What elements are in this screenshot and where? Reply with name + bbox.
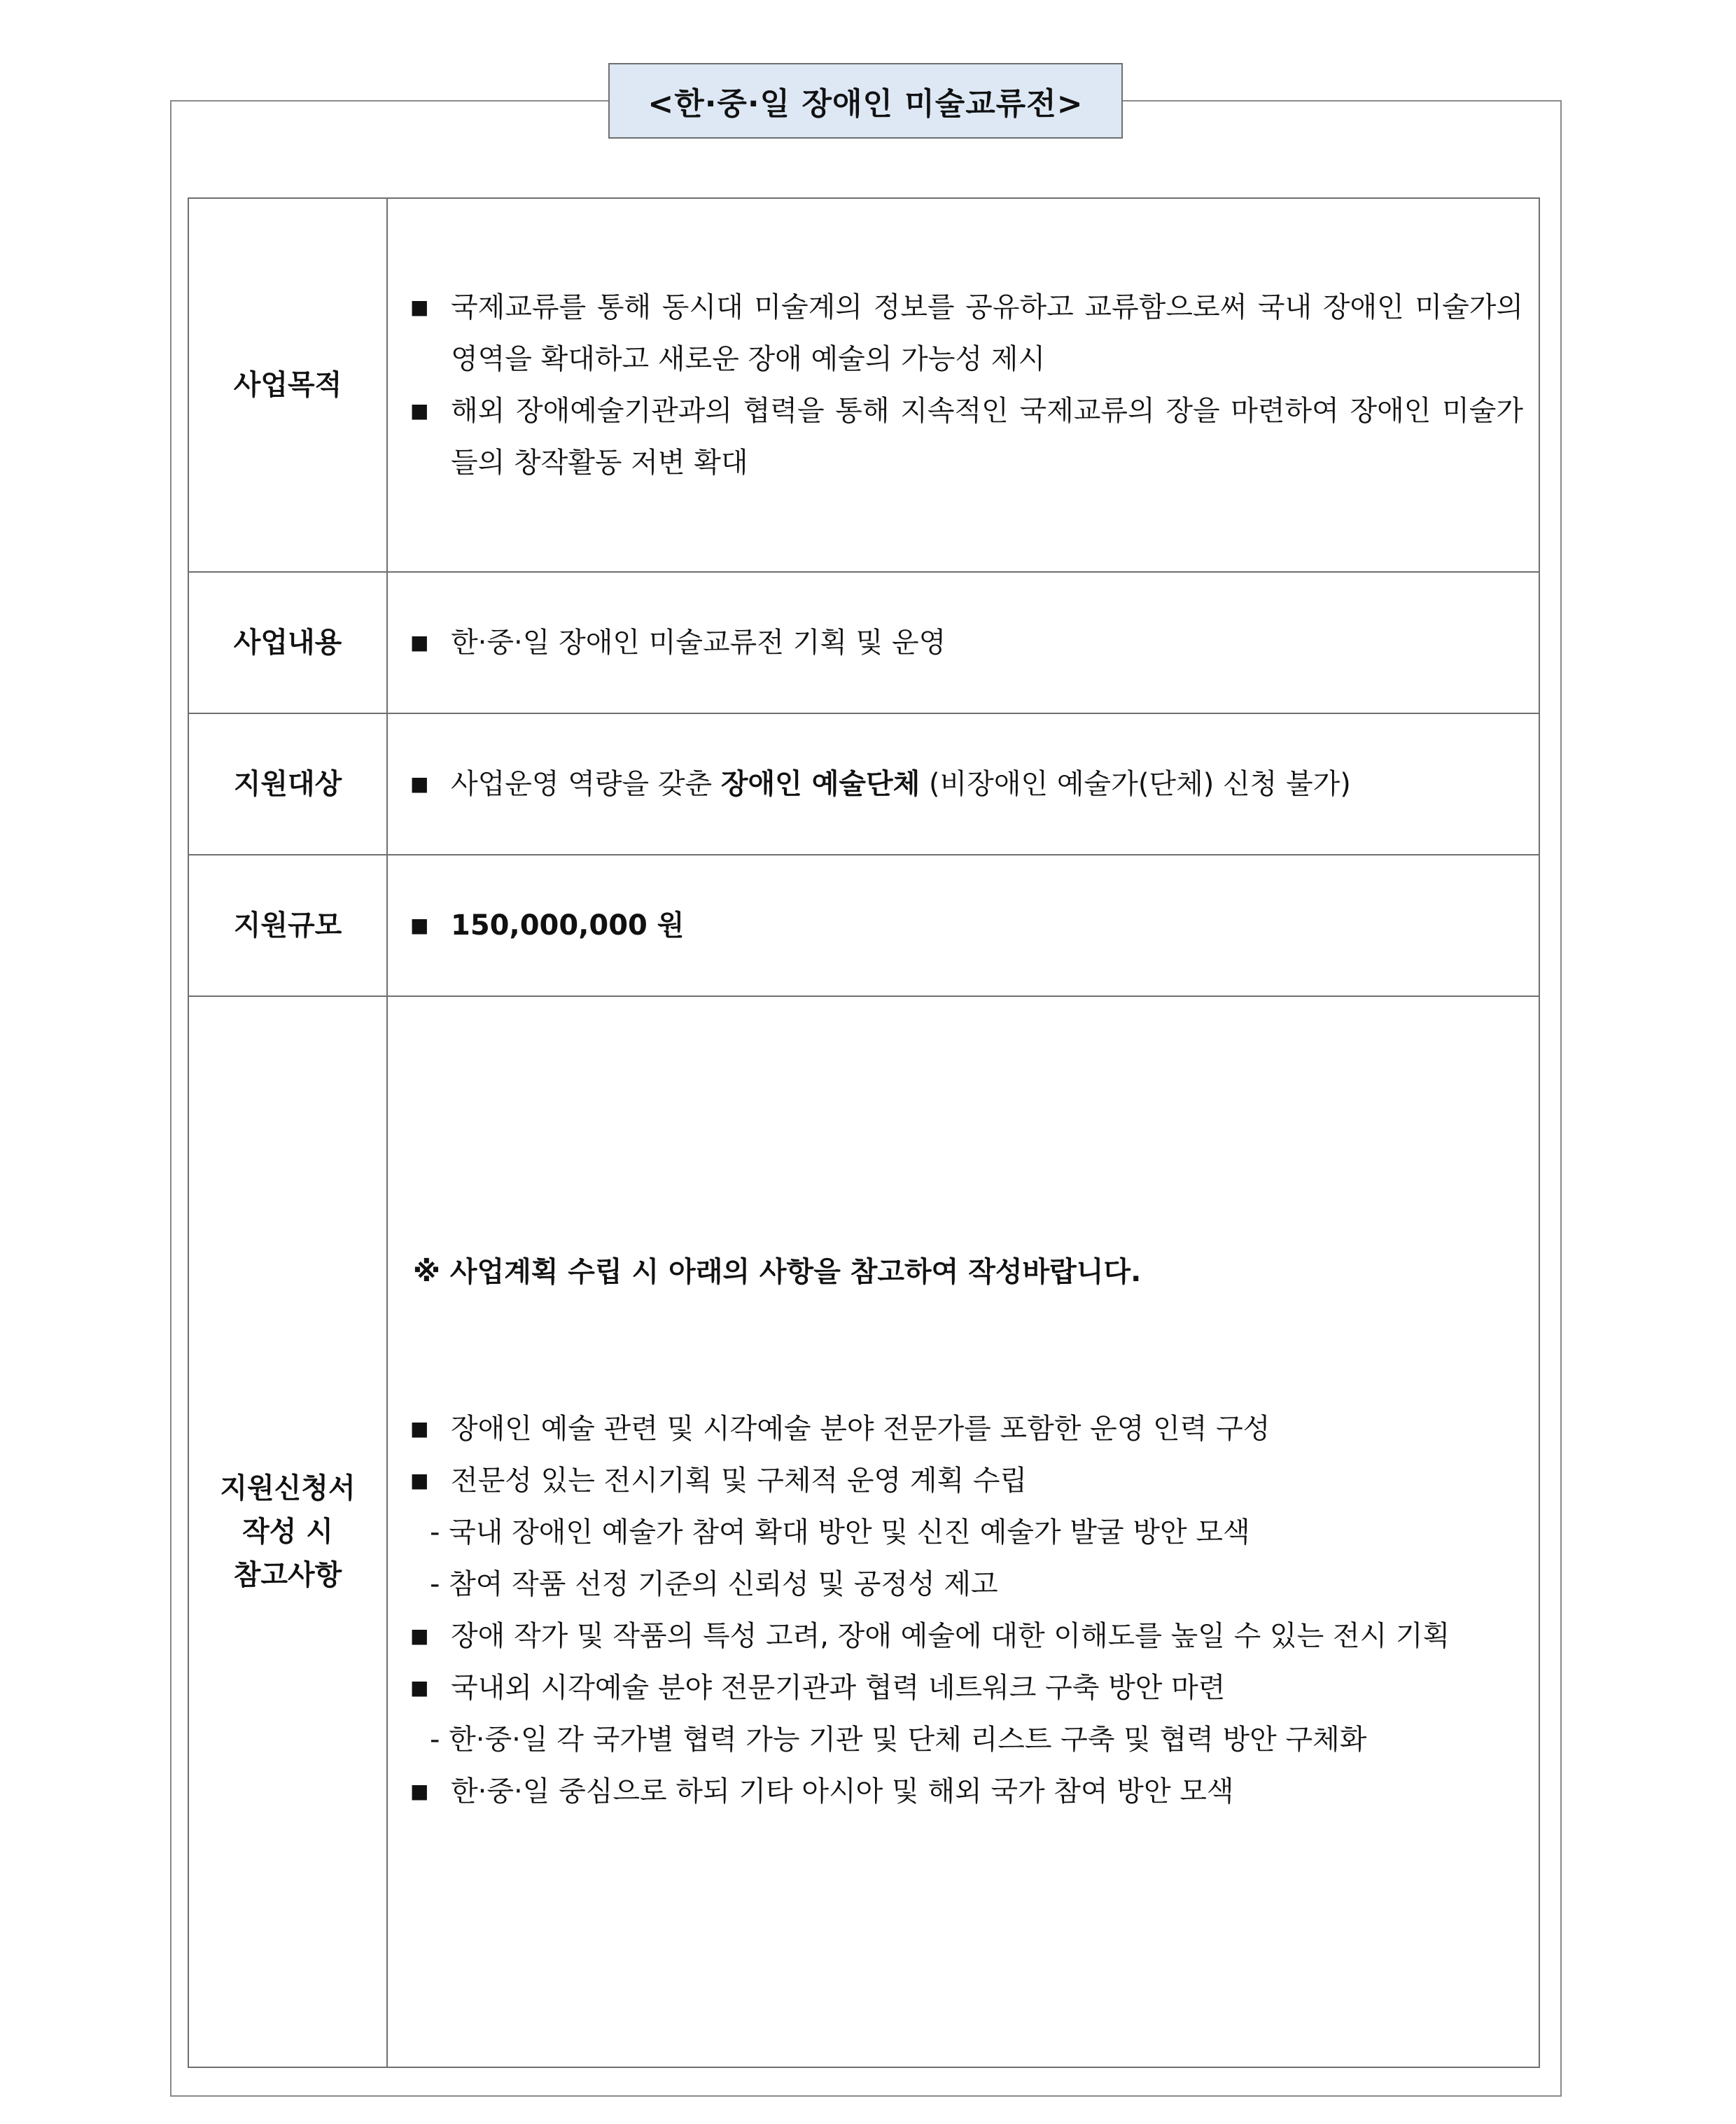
square-bullet-icon: ■	[410, 295, 429, 319]
square-bullet-icon: ■	[410, 631, 429, 654]
content-target	[387, 713, 1539, 855]
guide-note: ※ 사업계획 수립 시 아래의 사항을 참고하여 작성바랍니다.	[413, 1256, 1142, 1288]
content-content	[387, 572, 1539, 713]
bullet-text: 한·중·일 중심으로 하되 기타 아시아 및 해외 국가 참여 방안 모색	[451, 1775, 1234, 1808]
bullet-item	[409, 1403, 1523, 1455]
bullet-item	[409, 1455, 1523, 1507]
label-scale: 지원규모	[188, 855, 387, 996]
bullet-text: 한·중·일 장애인 미술교류전 기획 및 운영	[451, 627, 946, 659]
info-table	[188, 197, 1540, 2068]
content-purpose	[387, 198, 1539, 572]
bullet-text: 장애인 예술 관련 및 시각예술 분야 전문가를 포함한 운영 인력 구성	[451, 1413, 1270, 1445]
bullet-item	[409, 385, 1523, 489]
bullet-text: 장애 작가 및 작품의 특성 고려, 장애 예술에 대한 이해도를 높일 수 있는 전시 기획	[451, 1620, 1450, 1652]
row-target	[188, 713, 1539, 855]
bullet-item	[409, 1766, 1523, 1817]
label-target: 지원대상	[188, 713, 387, 855]
bullet-item	[409, 1610, 1523, 1662]
document-title: <한·중·일 장애인 미술교류전>	[608, 63, 1123, 139]
label-guide-line: 참고사항	[233, 1559, 342, 1591]
bullet-item	[409, 1662, 1523, 1714]
bullet-item	[409, 281, 1523, 385]
row-content	[188, 572, 1539, 713]
target-suffix: (비장애인 예술가(단체) 신청 불가)	[920, 768, 1351, 800]
square-bullet-icon: ■	[410, 1469, 429, 1492]
bullet-item	[409, 617, 1523, 669]
bullet-text: 국내외 시각예술 분야 전문기관과 협력 네트워크 구축 방안 마련	[451, 1672, 1226, 1704]
label-guide-line: 작성 시	[242, 1516, 333, 1548]
square-bullet-icon: ■	[410, 1676, 429, 1699]
label-purpose: 사업목적	[188, 198, 387, 572]
bullet-item	[409, 758, 1523, 810]
bullet-text: 전문성 있는 전시기획 및 구체적 운영 계획 수립	[451, 1465, 1028, 1497]
content-guide	[387, 996, 1539, 2067]
square-bullet-icon: ■	[410, 772, 429, 795]
sub-item: - 한·중·일 각 국가별 협력 가능 기관 및 단체 리스트 구축 및 협력 방안 구체화	[430, 1724, 1367, 1756]
square-bullet-icon: ■	[410, 914, 429, 937]
square-bullet-icon: ■	[410, 1780, 429, 1803]
budget-amount: 150,000,000 원	[451, 909, 685, 942]
bullet-text: 국제교류를 통해 동시대 미술계의 정보를 공유하고 교류함으로써 국내 장애인 미술가의 영역을 확대하고 새로운 장애 예술의 가능성 제시	[451, 291, 1523, 375]
row-scale	[188, 855, 1539, 996]
label-guide	[188, 996, 387, 2067]
target-highlight: 장애인 예술단체	[720, 768, 920, 800]
sub-item: - 국내 장애인 예술가 참여 확대 방안 및 신진 예술가 발굴 방안 모색	[430, 1516, 1250, 1549]
label-guide-line: 지원신청서	[220, 1472, 356, 1504]
square-bullet-icon: ■	[410, 1417, 429, 1440]
square-bullet-icon: ■	[410, 1624, 429, 1647]
bullet-text: 해외 장애예술기관과의 협력을 통해 지속적인 국제교류의 장을 마련하여 장애인 미술가들의 창작활동 저변 확대	[451, 395, 1523, 479]
target-prefix: 사업운영 역량을 갖춘	[451, 768, 721, 800]
row-guide	[188, 996, 1539, 2067]
bullet-item	[409, 900, 1523, 951]
square-bullet-icon: ■	[410, 399, 429, 422]
label-content: 사업내용	[188, 572, 387, 713]
row-purpose	[188, 198, 1539, 572]
content-scale	[387, 855, 1539, 996]
sub-item: - 참여 작품 선정 기준의 신뢰성 및 공정성 제고	[430, 1568, 998, 1600]
